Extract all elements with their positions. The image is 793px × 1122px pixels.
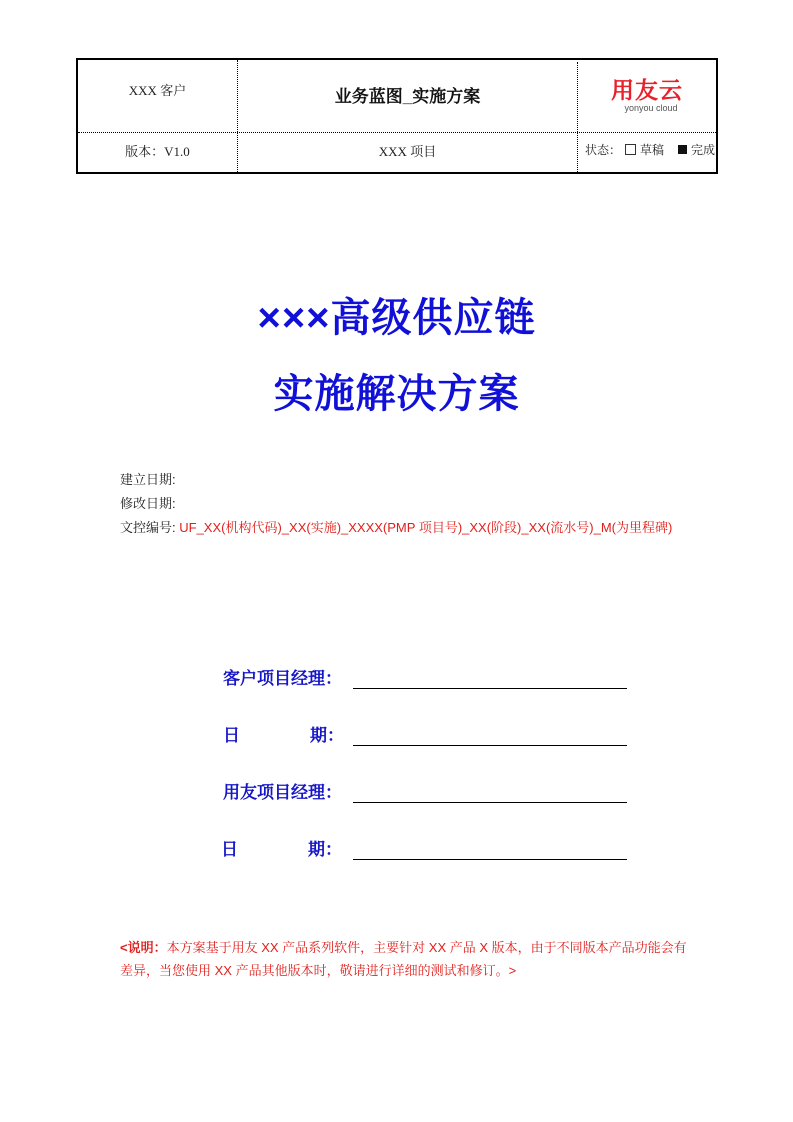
customer-pm-label: 客户项目经理： [223,669,342,688]
doc-code [120,517,672,536]
logo-text-en: yonyou cloud [624,103,678,113]
header-row-top [78,60,716,133]
note-prefix: <说明： [120,940,167,955]
status-done: 完成 [691,143,716,157]
date2-label-b: 期： [308,840,342,859]
header-row-bottom [78,133,716,174]
logo-text-cn: 用友云 [611,77,683,103]
doc-code-value: UF_XX(机构代码)_XX(实施)_XXXX(PMP 项目号)_XX(阶段)_XX(流水号)_M(为里程碑) [179,520,673,535]
status-draft: 草稿 [639,143,664,157]
customer-pm-line [353,688,627,689]
main-title-line1: ×××高级供应链 [257,296,536,340]
status-label: 状态： [584,143,621,157]
disclaimer-note [120,936,690,982]
date1-label-a: 日 [223,726,240,745]
status-cell [578,133,716,174]
doc-title: 业务蓝图_实施方案 [238,62,578,132]
modified-date-label: 修改日期: [120,496,176,511]
date2-line [353,859,627,860]
doc-code-label: 文控编号: [120,520,180,535]
filled-checkbox-icon [678,145,687,154]
yonyou-pm-label: 用友项目经理： [223,783,342,802]
version-cell: 版本：V1.0 [78,133,238,174]
yonyou-logo [611,77,683,113]
yonyou-pm-line [353,802,627,803]
header-table [76,58,718,174]
date2-label [221,835,342,860]
created-date-label: 建立日期: [120,472,176,487]
project-cell: XXX 项目 [238,133,578,174]
date2-label-a: 日 [221,840,238,859]
note-text: 本方案基于用友 XX 产品系列软件，主要针对 XX 产品 X 版本，由于不同版本产品功能会有差异，当您使用 XX 产品其他版本时，敬请进行详细的测试和修订。> [120,940,687,978]
date1-label [223,721,344,746]
date1-label-b: 期： [310,726,344,745]
logo-cell [578,60,716,132]
customer-cell: XXX 客户 [78,60,238,132]
date1-line [353,745,627,746]
empty-checkbox-icon [625,144,636,155]
main-title-line2: 实施解决方案 [273,372,520,416]
